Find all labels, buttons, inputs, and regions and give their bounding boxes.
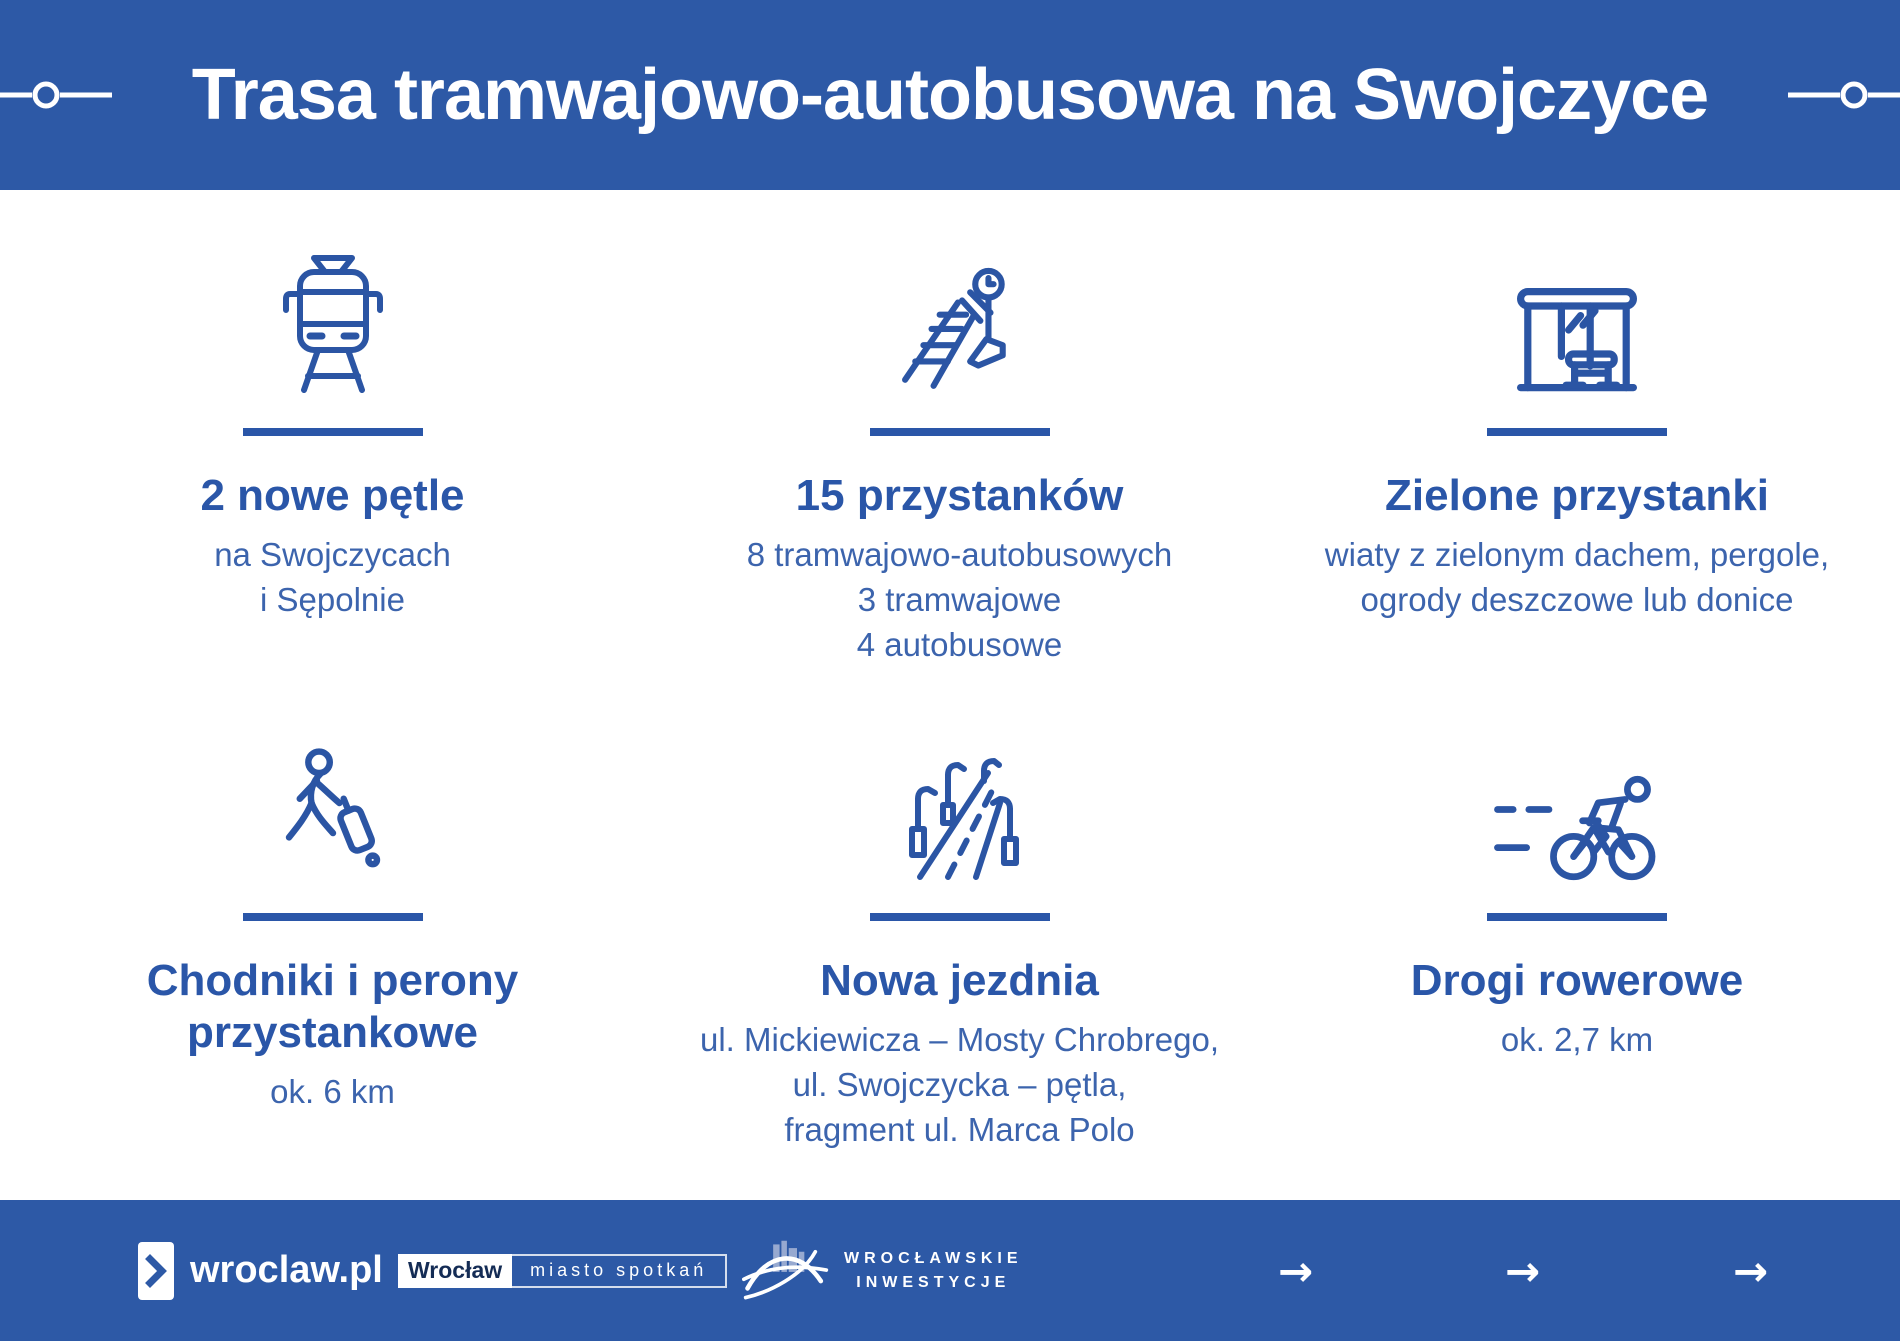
divider-line bbox=[870, 428, 1050, 436]
divider-line bbox=[1487, 913, 1667, 921]
bridge-icon bbox=[742, 1238, 830, 1304]
card-text: na Swojczycach bbox=[214, 536, 451, 573]
wroclawskie-inwestycje-label: WROCŁAWSKIE INWESTYCJE bbox=[844, 1249, 1023, 1291]
footer-band bbox=[0, 1200, 1900, 1341]
cyclist-icon bbox=[1493, 769, 1661, 887]
arrow-right-icon: → bbox=[1278, 1246, 1314, 1295]
card-new-roadway bbox=[665, 695, 1254, 1200]
card-bike-paths bbox=[1254, 695, 1900, 1200]
card-heading: Nowa jezdnia bbox=[820, 956, 1099, 1005]
card-heading: Drogi rowerowe bbox=[1410, 956, 1744, 1005]
card-heading: Chodniki i perony przystankowe bbox=[146, 956, 519, 1057]
card-heading: Zielone przystanki bbox=[1385, 471, 1769, 520]
divider-line bbox=[1487, 428, 1667, 436]
title-band bbox=[0, 0, 1900, 190]
miasto-spotkan-primary-label: Wrocław bbox=[398, 1254, 512, 1288]
divider-line bbox=[870, 913, 1050, 921]
card-text: i Sępolnie bbox=[260, 581, 405, 618]
card-text: fragment ul. Marca Polo bbox=[784, 1111, 1135, 1148]
arrow-right-icon: → bbox=[1505, 1246, 1541, 1295]
card-green-stops bbox=[1254, 190, 1900, 695]
card-text: ogrody deszczowe lub donice bbox=[1360, 581, 1794, 618]
wroclaw-pl-label: wroclaw.pl bbox=[190, 1249, 383, 1291]
card-heading: 2 nowe pętle bbox=[200, 471, 465, 520]
miasto-spotkan-logo[interactable] bbox=[398, 1254, 727, 1288]
card-text: 4 autobusowe bbox=[856, 626, 1063, 663]
card-text: ok. 2,7 km bbox=[1500, 1021, 1654, 1058]
card-text: 8 tramwajowo-autobusowych bbox=[746, 536, 1173, 573]
arrow-right-icon: → bbox=[1733, 1246, 1769, 1295]
card-heading: 15 przystanków bbox=[795, 471, 1124, 520]
content-grid bbox=[0, 190, 1900, 1200]
card-text: ul. Mickiewicza – Mosty Chrobrego, bbox=[699, 1021, 1219, 1058]
wroclawskie-inwestycje-logo[interactable] bbox=[742, 1238, 1023, 1304]
railway-platform-clock-icon bbox=[899, 264, 1021, 402]
line-circle-decoration-left bbox=[0, 73, 112, 117]
pedestrian-luggage-icon bbox=[274, 747, 392, 887]
bus-shelter-icon bbox=[1511, 282, 1643, 402]
road-streetlights-icon bbox=[900, 747, 1020, 887]
card-stops bbox=[665, 190, 1254, 695]
line-circle-decoration-right bbox=[1788, 73, 1900, 117]
page-title: Trasa tramwajowo-autobusowa na Swojczyce bbox=[191, 55, 1709, 135]
card-text: 3 tramwajowe bbox=[857, 581, 1062, 618]
miasto-spotkan-secondary-label: miasto spotkań bbox=[512, 1254, 727, 1288]
card-text: ul. Swojczycka – pętla, bbox=[792, 1066, 1127, 1103]
card-sidewalks-platforms bbox=[0, 695, 665, 1200]
card-tram-loops bbox=[0, 190, 665, 695]
divider-line bbox=[243, 913, 423, 921]
chevron-icon bbox=[138, 1242, 174, 1300]
card-text: ok. 6 km bbox=[270, 1073, 395, 1110]
card-text: wiaty z zielonym dachem, pergole, bbox=[1324, 536, 1830, 573]
divider-line bbox=[243, 428, 423, 436]
tram-icon bbox=[277, 252, 389, 402]
wroclaw-pl-logo[interactable] bbox=[138, 1242, 383, 1300]
